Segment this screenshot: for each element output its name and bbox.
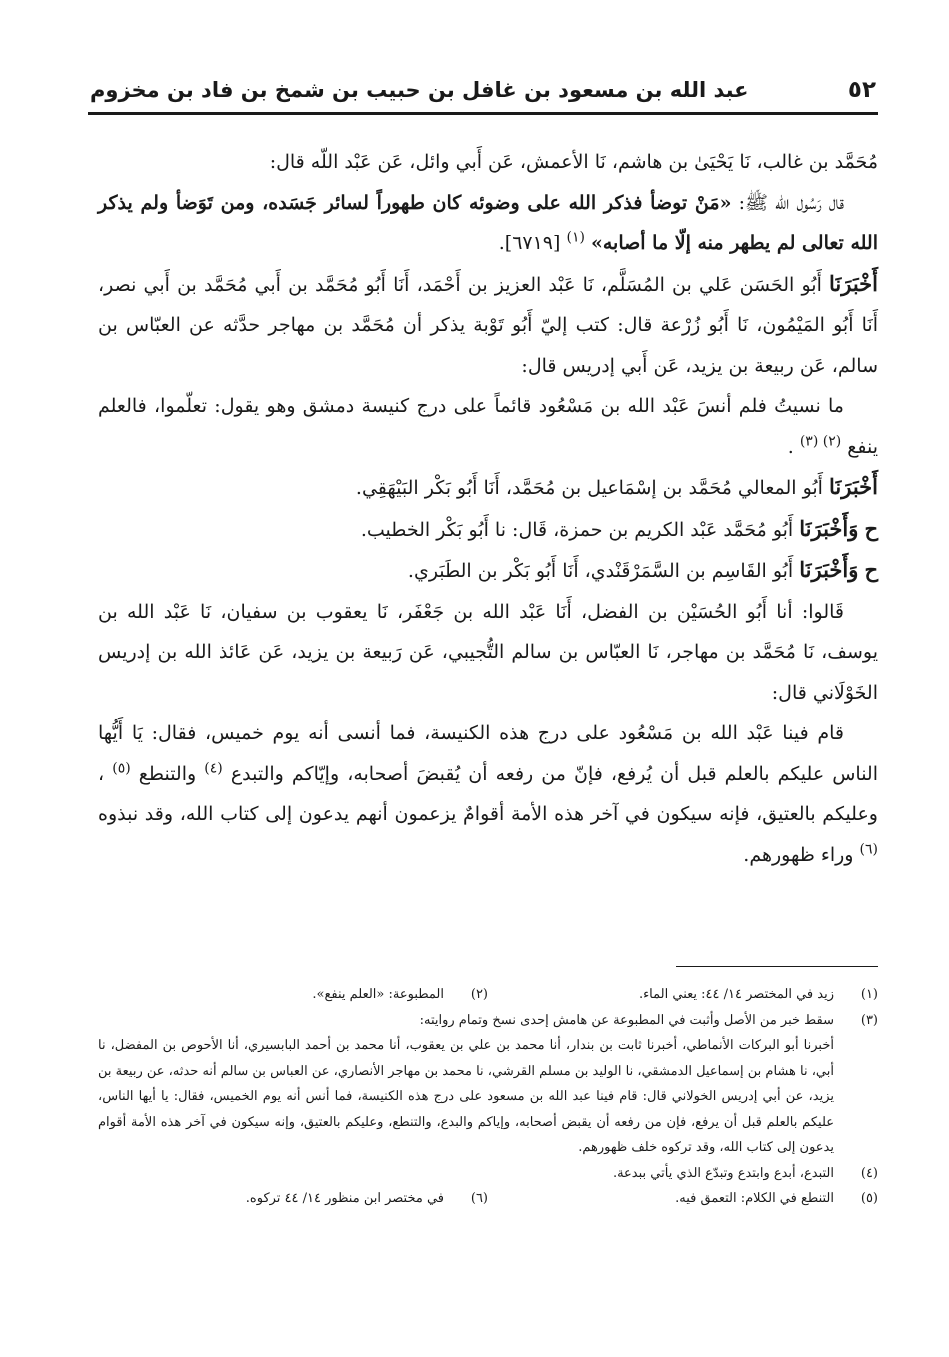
footnote-ref-2-3: (٢) (٣) <box>799 433 842 450</box>
footnote-ref-6: (٦) <box>859 841 878 858</box>
paragraph-3 <box>98 264 878 387</box>
paragraph-9 <box>98 713 878 875</box>
footnote-2 <box>98 982 488 1008</box>
footnote-ref-4: (٤) <box>204 760 223 777</box>
footnote-number: (٣) <box>860 1012 878 1028</box>
running-header <box>90 70 876 110</box>
paragraph-5 <box>98 467 878 509</box>
page-number: ٥٢ <box>847 77 876 103</box>
footnote-row-1-2 <box>98 982 878 1008</box>
footnote-number: (١) <box>860 987 878 1002</box>
footnote-text: المطبوعة: «العلم ينفع». <box>312 987 444 1002</box>
ha-marker: ح <box>864 515 878 541</box>
footnote-5 <box>488 1186 878 1212</box>
footnote-number: (٤) <box>860 1165 878 1181</box>
narration-text: قام فينا عَبْد الله بن مَسْعُود على درج هذه الكنيسة، فما أنسى أنه يوم خميس، فقال: يَا أَيُّها الناس عليكم بالعلم قبل أن يُرفع، فإنّ من رفعه أن يُقبضَ أصحابه، وإيّاكم والتبدع <box>98 722 879 785</box>
cross-reference: [٦٧١٩]. <box>498 232 561 254</box>
isnad-text: أَبُو مُحَمَّد عَبْد الكريم بن حمزة، قَال: نا أَبُو بَكْر الخطيب. <box>360 518 794 541</box>
footnote-separator <box>676 966 878 967</box>
hadith-lead: قال رَسُول الله ﷺ: <box>738 191 844 214</box>
isnad-text: أَبُو المعالي مُحَمَّد بن إسْمَاعيل بن مُحَمَّد، أَنَا أَبُو بَكْر البَيْهَقِي. <box>355 477 823 499</box>
footnote-text: زيد في المختصر ١٤/ ٤٤: يعني الماء. <box>638 987 834 1002</box>
paragraph-2 <box>98 183 878 264</box>
main-text <box>98 142 878 875</box>
header-rule <box>88 112 878 115</box>
paragraph-8: قَالوا: أنا أَبُو الحُسَيْن بن الفضل، أَنَا عَبْد الله بن جَعْفَر، نَا يعقوب بن سفيان، نَا عَبْد الله بن يوسف، نَا مُحَمَّد بن مهاجر، نَا العبّاس بن سالم التُّجيبي، عَن رَبيعة بن يزيد، عَن عَائذ الله بن إدريس الخَوْلَاني قال: <box>98 600 878 704</box>
footnote-number: (٢) <box>470 987 488 1002</box>
footnote-text: سقط خبر من الأصل وأثبت في المطبوعة عن هامش إحدى نسخ وتمام روايته: <box>419 1012 834 1028</box>
hadith-text: «مَنْ توضأ فذكر الله على وضوئه كان طهوراً لسائر جَسَده، ومن تَوَضأ ولم يذكر الله تعالى لم يطهر منه إلّا ما أصابه» <box>98 191 878 254</box>
footnote-text: التبدع، أبدع وابتدع وتبدّع الذي يأتي ببدعة. <box>612 1165 834 1181</box>
footnote-1 <box>488 982 878 1008</box>
wa-akhbarana-word: وَأَخْبَرَنَا <box>799 515 859 541</box>
footnote-3-continuation: أخبرنا أبو البركات الأنماطي، أخبرنا ثابت بن بندار، أنا محمد بن علي بن يعقوب، أنا محمد بن أحمد البابسيري، أنا الأحوص بن المفضل، نا أبي، نا هشام بن إسماعيل الدمشقي، نا الوليد بن مسلم القرشي، نا محمد بن مهاجر الأنصاري، عن العباس بن سالم أنه حدثه، عن ربيعة بن يزيد، عن أبي إدريس الخولاني قال: قام فينا عبد الله بن مسعود على درج هذه الكنيسة، فما أنس أنه يوم الخميس، فقال: يا أيها الناس، عليكم بالعلم قبل أن يرفع، فإن من رفعه أن يقبض أصحابه، وإياكم والبدع، والتنطع، وعليكم بالعتيق، وإنه سيكون في آخر هذه الأمة أقوام يدعون إلى كتاب الله، وقد تركوه خلف ظهورهم. <box>98 1038 834 1155</box>
footnote-number: (٦) <box>470 1191 488 1206</box>
narration-text: وراء ظهورهم. <box>743 843 854 866</box>
footnote-number: (٥) <box>860 1191 878 1206</box>
paragraph-1: مُحَمَّد بن غالب، نَا يَحْيَىٰ بن هاشم، نَا الأعمش، عَن أَبي وائل، عَن عَبْد اللّه قال: <box>269 151 878 173</box>
wa-akhbarana-word: وَأَخْبَرَنَا <box>799 557 859 582</box>
akhbarana-word: أَخْبَرَنَا <box>829 474 878 499</box>
footnote-ref-5: (٥) <box>112 760 131 777</box>
ha-marker: ح <box>864 557 878 582</box>
footnote-6 <box>98 1186 488 1212</box>
isnad-text: أَبُو القَاسِم بن السَّمَرْقَنْدي، أَنَا أَبُو بَكْر بن الطَبَري. <box>407 560 794 582</box>
footnotes <box>98 982 878 1212</box>
paragraph-6 <box>98 509 878 551</box>
footnote-text: في مختصر ابن منظور ١٤/ ٤٤ تركوه. <box>245 1191 444 1206</box>
isnad-text: أَبُو الحَسَن عَلي بن المُسَلَّم، نَا عَبْد العزيز بن أَحْمَد، أَنَا أَبُو مُحَمَّد بن أَبي مُحَمَّد بن أَبي نصر، أَنَا أَبُو المَيْمُون، نَا أَبُو زُرْعة قال: كتب إليّ أَبُو تَوْبة يذكر أن مُحَمَّد بن مهاجر حدَّثه عن العبّاس بن سالم، عَن ربيعة بن يزيد، عَن أَبي إدريس قال: <box>98 273 878 377</box>
narration-text: ما نسيتُ فلم أنسَ عَبْد الله بن مَسْعُود قائماً على درج كنيسة دمشق وهو يقول: تعلّموا، فالعلم ينفع <box>98 395 878 458</box>
akhbarana-word: أَخْبَرَنَا <box>829 270 878 296</box>
paragraph-7 <box>98 550 878 592</box>
paragraph-4 <box>98 386 878 467</box>
footnote-row-5-6 <box>98 1186 878 1212</box>
narration-text: والتنطع <box>138 762 197 785</box>
paragraph-end: . <box>787 435 794 458</box>
footnote-ref-1: (١) <box>566 229 585 246</box>
footnote-4 <box>98 1161 878 1187</box>
running-title: عبد الله بن مسعود بن غافل بن حبيب بن شمخ بن فاد بن مخزوم <box>90 78 749 102</box>
footnote-text: التنطع في الكلام: التعمق فيه. <box>675 1191 834 1206</box>
narration-text: ، وعليكم بالعتيق، فإنه سيكون في آخر هذه الأمة أقوامٌ يزعمون أنهم يدعون إلى كتاب الله، وقد نبذوه <box>98 762 878 825</box>
footnote-3 <box>98 1008 878 1034</box>
